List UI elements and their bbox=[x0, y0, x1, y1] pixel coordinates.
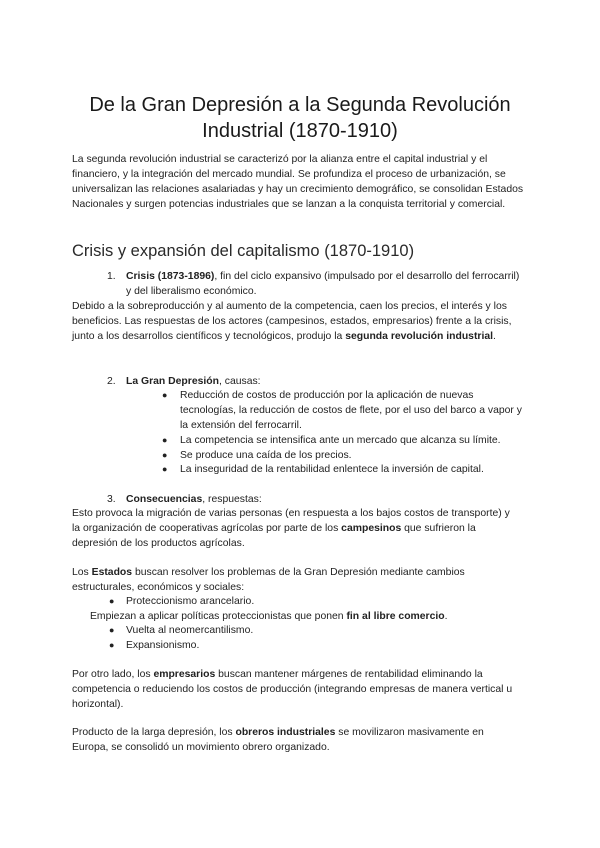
line-text: Empiezan a aplicar políticas proteccionistas que ponen bbox=[90, 611, 347, 622]
bullet-icon: ● bbox=[109, 625, 115, 635]
paragraph-campesinos bbox=[72, 506, 517, 551]
line-proteccionistas bbox=[90, 609, 530, 624]
list-number-1: 1. bbox=[107, 271, 116, 282]
cause-item: Se produce una caída de los precios. bbox=[180, 450, 352, 461]
crisis-term: Crisis (1873-1896) bbox=[126, 271, 215, 282]
consecuencias-term: Consecuencias bbox=[126, 494, 203, 505]
gran-depresion-term: La Gran Depresión bbox=[126, 376, 219, 387]
bullet-icon: ● bbox=[162, 450, 168, 460]
consecuencias-rest: , respuestas: bbox=[202, 494, 262, 505]
bold-term: segunda revolución industrial bbox=[345, 331, 494, 342]
line-end: . bbox=[444, 611, 448, 622]
document-title: De la Gran Depresión a la Segunda Revolución Industrial (1870-1910) bbox=[89, 94, 511, 142]
paragraph-end: que sufrieron la depresión de los productos agrícolas. bbox=[72, 523, 476, 549]
paragraph-sobreproduccion bbox=[72, 299, 534, 344]
paragraph-end: . bbox=[493, 331, 496, 342]
paragraph-text: Debido a la sobreproducción y al aumento de la competencia, caen los precios, el interés y los beneficios. Las respuestas de los actores (campesinos, estados, empresarios) frente a la crisis, junto a los desarrollos científicos y tecnológicos, produjo la bbox=[72, 301, 512, 342]
cause-item: La competencia se intensifica ante un mercado que alcanza su límite. bbox=[180, 435, 501, 446]
list-item-gran-depresion bbox=[126, 374, 526, 389]
bold-term: fin al libre comercio bbox=[346, 611, 445, 622]
intro-paragraph: La segunda revolución industrial se caracterizó por la alianza entre el capital industrial y el financiero, y la integración del mercado mundial. Se profundiza el proceso de urbanización, se universalizan las relaciones asalariadas y hay un crecimiento demográfico, se consolidan Estados Nacionales y surgen potencias industriales que se lanzan a la conquista territorial y comercial. bbox=[72, 154, 524, 210]
bullet-icon: ● bbox=[162, 435, 168, 445]
bold-term: obreros industriales bbox=[235, 727, 336, 738]
bold-term: Estados bbox=[91, 567, 133, 578]
list-item-consecuencias bbox=[126, 492, 526, 507]
cause-item: La inseguridad de la rentabilidad enlentece la inversión de capital. bbox=[180, 464, 484, 475]
bullet-icon: ● bbox=[162, 390, 168, 400]
paragraph-obreros bbox=[72, 725, 517, 755]
bullet-proteccionismo: Proteccionismo arancelario. bbox=[126, 596, 255, 607]
paragraph-estados bbox=[72, 565, 517, 595]
list-number-3: 3. bbox=[107, 494, 116, 505]
paragraph-text: se movilizaron masivamente en Europa, se consolidó un movimiento obrero organizado. bbox=[72, 727, 484, 753]
paragraph-text: buscan resolver los problemas de la Gran Depresión mediante cambios estructurales, económicos y sociales: bbox=[72, 567, 465, 593]
bullet-icon: ● bbox=[109, 596, 115, 606]
list-number-2: 2. bbox=[107, 376, 116, 387]
bullet-neomercantilismo: Vuelta al neomercantilismo. bbox=[126, 625, 254, 636]
bullet-icon: ● bbox=[162, 464, 168, 474]
cause-item: Reducción de costos de producción por la aplicación de nuevas tecnologías, la reducción de costos de flete, por el uso del barco a vapor y la extensión del ferrocarril. bbox=[180, 390, 522, 431]
crisis-description: , fin del ciclo expansivo (impulsado por el desarrollo del ferrocarril) y del liberalismo económico. bbox=[126, 271, 520, 297]
list-item-crisis bbox=[126, 269, 526, 299]
section-heading: Crisis y expansión del capitalismo (1870-1910) bbox=[72, 242, 415, 260]
bullet-expansionismo: Expansionismo. bbox=[126, 640, 200, 651]
paragraph-empresarios bbox=[72, 667, 517, 712]
gran-depresion-rest: , causas: bbox=[218, 376, 261, 387]
paragraph-pre: Producto de la larga depresión, los bbox=[72, 727, 236, 738]
bold-term: campesinos bbox=[341, 523, 402, 534]
bullet-icon: ● bbox=[109, 640, 115, 650]
paragraph-text: buscan mantener márgenes de rentabilidad eliminando la competencia o reduciendo los costos de producción (integrando empresas de manera vertical u horizontal). bbox=[72, 669, 513, 710]
bold-term: empresarios bbox=[153, 669, 216, 680]
paragraph-pre: Por otro lado, los bbox=[72, 669, 154, 680]
paragraph-text: Esto provoca la migración de varias personas (en respuesta a los bajos costos de transporte) y la organización de cooperativas agrícolas por parte de los bbox=[72, 508, 510, 534]
paragraph-pre: Los bbox=[72, 567, 92, 578]
